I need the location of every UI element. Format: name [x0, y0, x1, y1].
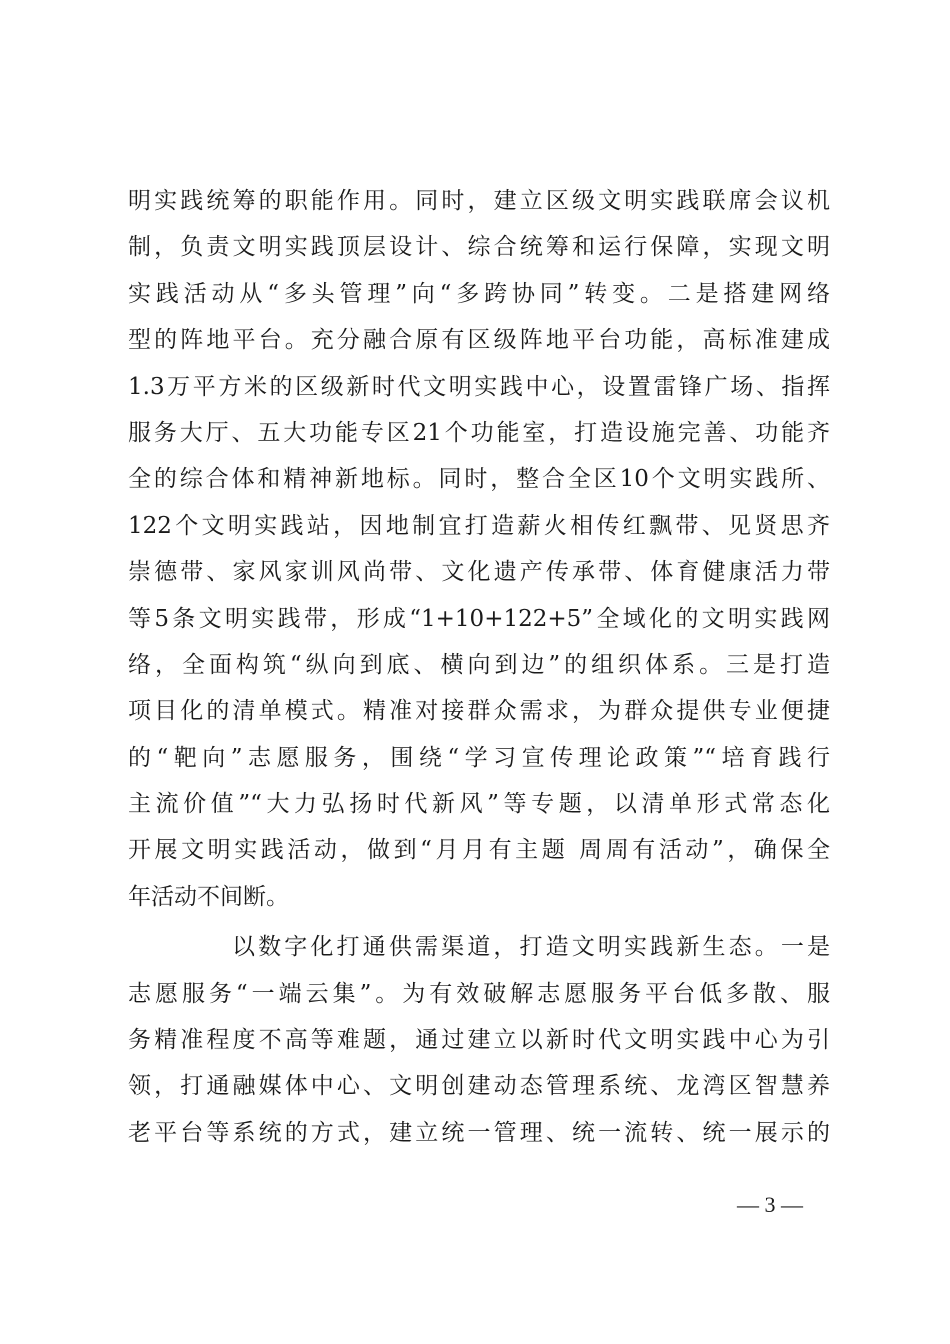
text-line: 型的阵地平台。充分融合原有区级阵地平台功能，高标准建成 [128, 327, 830, 354]
text-line: 老平台等系统的方式，建立统一管理、统一流转、统一展示的 [128, 1119, 830, 1146]
page-number: — 3 — [737, 1192, 803, 1217]
text-line: 领，打通融媒体中心、文明创建动态管理系统、龙湾区智慧养 [128, 1073, 830, 1100]
text-line: 务精准程度不高等难题，通过建立以新时代文明实践中心为引 [128, 1027, 830, 1054]
text-line: 主流价值”“大力弘扬时代新风”等专题，以清单形式常态化 [128, 791, 830, 818]
text-line: 崇德带、家风家训风尚带、文化遗产传承带、体育健康活力带 [128, 559, 830, 586]
text-line: 1.3万平方米的区级新时代文明实践中心，设置雷锋广场、指挥 [128, 373, 830, 400]
text-line: 实践活动从“多头管理”向“多跨协同”转变。二是搭建网络 [128, 280, 830, 307]
text-line: 年活动不间断。 [128, 883, 289, 910]
text-line: 项目化的清单模式。精准对接群众需求，为群众提供专业便捷 [128, 698, 830, 725]
text-line: 志愿服务“一端云集”。为有效破解志愿服务平台低多散、服 [128, 980, 830, 1007]
text-line: 络，全面构筑“纵向到底、横向到边”的组织体系。三是打造 [128, 651, 830, 678]
text-line: 服务大厅、五大功能专区21个功能室，打造设施完善、功能齐 [128, 419, 830, 446]
text-line: 开展文明实践活动，做到“月月有主题 周周有活动”，确保全 [128, 837, 830, 864]
text-line: 的“靶向”志愿服务，围绕“学习宣传理论政策”“培育践行 [128, 744, 830, 771]
paragraph-2 [128, 924, 830, 1156]
paragraph-1 [128, 178, 830, 920]
body-text [128, 178, 830, 1156]
text-line: 明实践统筹的职能作用。同时，建立区级文明实践联席会议机 [128, 188, 830, 214]
text-line: 全的综合体和精神新地标。同时，整合全区10个文明实践所、 [128, 466, 830, 493]
text-line: 等5条文明实践带，形成“1+10+122+5”全域化的文明实践网 [128, 605, 830, 632]
text-line: 制，负责文明实践顶层设计、综合统筹和运行保障，实现文明 [128, 234, 830, 261]
text-line: 122个文明实践站，因地制宜打造薪火相传红飘带、见贤思齐 [128, 512, 830, 539]
text-line: 以数字化打通供需渠道，打造文明实践新生态。一是 [232, 934, 830, 961]
